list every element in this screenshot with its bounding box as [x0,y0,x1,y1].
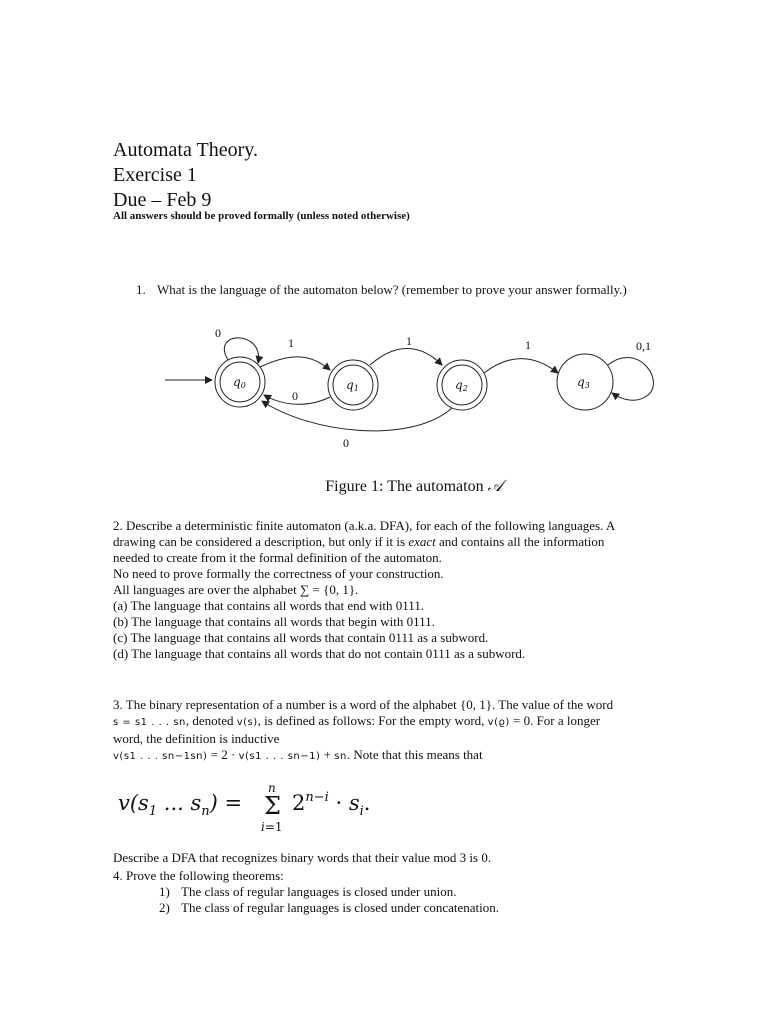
transition-q0-q1 [260,357,330,370]
due-date: Due – Feb 9 [113,189,212,211]
q3-recursion-sn: sn [334,751,347,762]
svg-text:v(s1 ... sn) =: $v(s_1$ ... $s_n$) = [118,791,243,819]
q4-item-1-text: The class of regular languages is closed under union. [181,884,457,899]
figure-caption [0,476,768,496]
automaton-diagram [160,325,670,460]
q3-recursion-rhs: v(s1 . . . sn−1) [238,751,321,762]
transition-q3-q3 [608,358,653,401]
question-1-number: 1. [136,282,146,297]
question-4 [113,868,658,916]
q3-line-2-c: = 0. For a longer [509,713,601,728]
q3-line-2-a: , denoted [185,713,237,728]
q3-task-text: Describe a DFA that recognizes binary words that their value mod 3 is 0. [113,850,492,865]
figure-caption-text: Figure 1: The automaton [325,478,488,495]
q3-line-1: 3. The binary representation of a number is a word of the alphabet {0, 1}. The value of the word [113,697,614,712]
q2-line-2-emphasis: exact [408,534,436,549]
label-q0-q1: 1 [288,336,294,350]
q2-item-a: (a) The language that contains all words that end with 0111. [113,598,425,613]
q3-word-s: s = s1 . . . sn [113,717,186,728]
q3-recursion-lhs: v(s1 . . . sn−1sn) [113,751,208,762]
question-1-text: What is the language of the automaton below? (remember to prove your answer formally.) [157,282,627,297]
svg-text:2n−i · si.: $2^{n-i} \cdot s_i$. [292,790,371,819]
instructions-note: All answers should be proved formally (unless noted otherwise) [113,210,410,222]
q2-item-b: (b) The language that contains all words that begin with 0111. [113,614,435,629]
label-q3-loop: 0,1 [636,339,651,353]
q3-value-s: v(s) [236,717,258,728]
q4-item-2-number: 2) [159,900,170,915]
q2-line-2-pre: drawing can be considered a description, but only if it is [113,534,409,549]
sum-formula [118,778,398,838]
q4-item-1-number: 1) [159,884,170,899]
question-3 [113,697,658,765]
transition-q2-q0 [262,401,452,431]
q2-line-4: No need to prove formally the correctness of your construction. [113,566,444,581]
q2-item-c: (c) The language that contains all words that contain 0111 as a subword. [113,630,489,645]
q3-recursion-mid: = 2 · [207,747,239,762]
q2-line-2 [113,534,658,550]
automaton-symbol: 𝒜 [487,476,503,495]
transition-q2-q3 [484,359,558,373]
svg-text:Σ: Σ [264,792,281,820]
question-2 [113,518,658,662]
q3-line-4 [113,747,658,765]
q4-item-1 [113,884,658,900]
state-q2-label: q2 [455,378,468,393]
q4-item-2 [113,900,658,916]
state-q1-label: q1 [346,378,359,393]
q3-recursion-tail: . Note that this means that [346,747,483,762]
label-q1-q0: 0 [292,389,298,403]
label-q2-q3: 1 [525,338,531,352]
q2-line-1: 2. Describe a deterministic finite automaton (a.k.a. DFA), for each of the following languages. A [113,518,616,533]
state-q0-label: q0 [233,375,246,390]
q4-heading: 4. Prove the following theorems: [113,868,284,883]
transition-q1-q2 [370,349,442,366]
q3-line-3: word, the definition is inductive [113,731,280,746]
label-q2-q0: 0 [343,436,349,450]
q3-line-2-b: , is defined as follows: For the empty word, [257,713,488,728]
q2-line-2-post: and contains all the information [435,534,605,549]
course-title: Automata Theory. [113,139,258,161]
q3-value-empty: v(ϱ) [487,717,510,728]
label-q0-loop: 0 [215,326,221,340]
q4-item-2-text: The class of regular languages is closed under concatenation. [181,900,500,915]
label-q1-q2: 1 [406,334,412,348]
state-q3-label: q3 [577,375,590,390]
exercise-title: Exercise 1 [113,164,197,186]
q2-item-d: (d) The language that contains all words that do not contain 0111 as a subword. [113,646,526,661]
svg-text:n: n [268,781,276,795]
q2-line-3: needed to create from it the formal definition of the automaton. [113,550,442,565]
question-3-task [113,850,658,866]
q3-recursion-plus: + [320,747,335,762]
q2-line-5: All languages are over the alphabet ∑ = {0, 1}. [113,582,359,597]
q3-line-2 [113,713,658,731]
svg-text:i=1: i=1 [261,820,283,834]
